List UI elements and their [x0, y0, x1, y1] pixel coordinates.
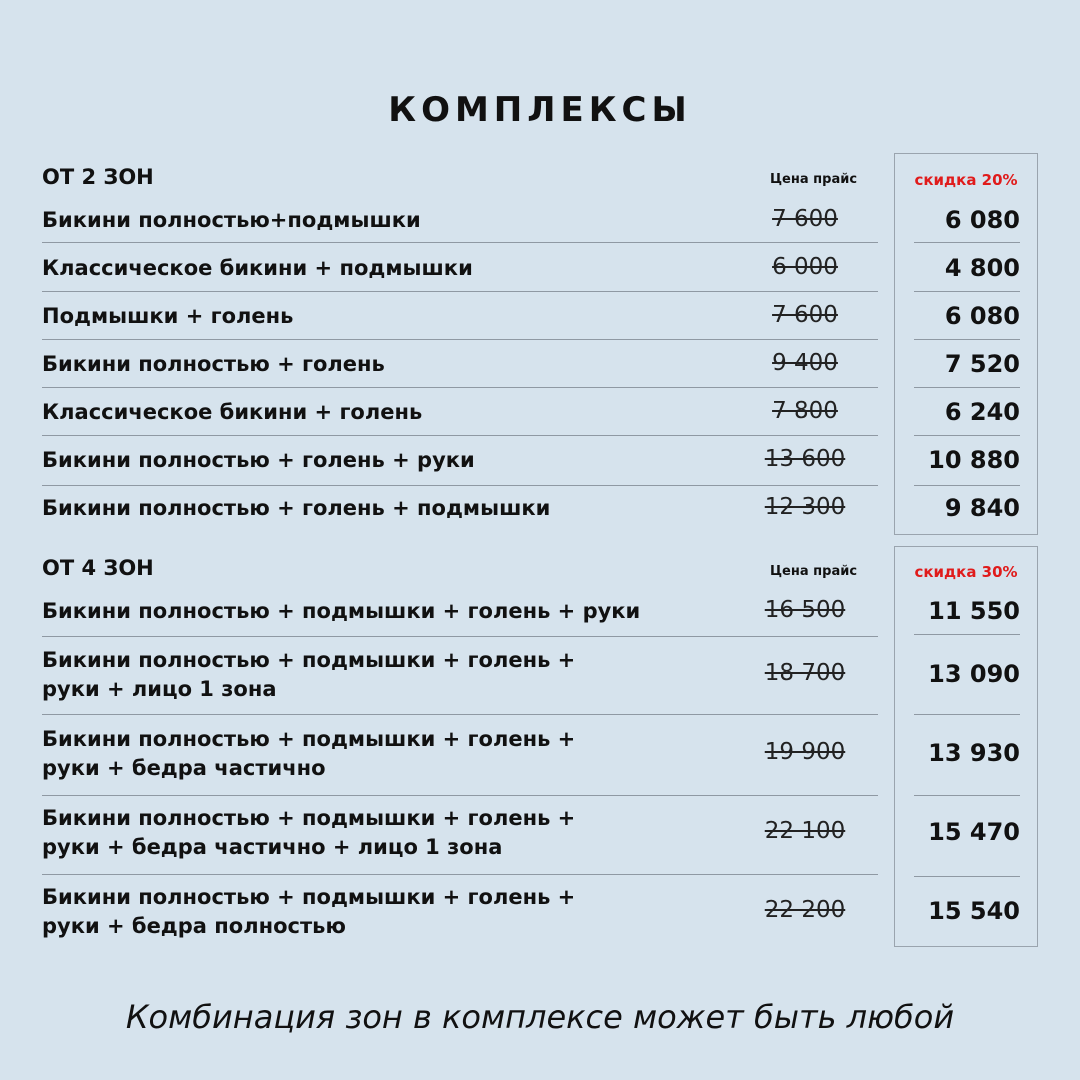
old-price: 12 300 [764, 494, 846, 520]
item-name: Бикини полностью + голень + руки [42, 448, 475, 472]
item-name: Классическое бикини + подмышки [42, 256, 473, 280]
row-divider [42, 242, 878, 243]
item-name [42, 646, 662, 704]
old-price: 7 800 [772, 398, 838, 424]
item-name-line: Бикини полностью + подмышки + голень + [42, 885, 576, 909]
row-divider [914, 339, 1020, 340]
row-divider [42, 714, 878, 715]
old-price: 22 100 [764, 818, 846, 844]
new-price: 11 550 [928, 597, 1020, 625]
old-price: 16 500 [764, 597, 846, 623]
old-price: 22 200 [764, 897, 846, 923]
item-name [42, 725, 662, 783]
row-divider [914, 387, 1020, 388]
section-heading: ОТ 2 ЗОН [42, 165, 154, 189]
row-divider [914, 435, 1020, 436]
row-divider [42, 387, 878, 388]
row-divider [914, 634, 1020, 635]
old-price: 18 700 [764, 660, 846, 686]
new-price: 13 930 [928, 739, 1020, 767]
row-divider [42, 874, 878, 875]
item-name: Классическое бикини + голень [42, 400, 423, 424]
old-price: 7 600 [772, 302, 838, 328]
row-divider [914, 876, 1020, 877]
new-price: 10 880 [928, 446, 1020, 474]
item-name-line: Бикини полностью + подмышки + голень + [42, 727, 576, 751]
footer-note: Комбинация зон в комплексе может быть любой [125, 998, 955, 1036]
item-name: Бикини полностью + голень [42, 352, 385, 376]
item-name-line: руки + бедра частично [42, 756, 326, 780]
new-price: 4 800 [944, 254, 1020, 282]
new-price: 15 540 [928, 897, 1020, 925]
new-price: 7 520 [944, 350, 1020, 378]
row-divider [914, 485, 1020, 486]
item-name [42, 883, 662, 941]
row-divider [914, 714, 1020, 715]
row-divider [914, 291, 1020, 292]
new-price: 9 840 [944, 494, 1020, 522]
item-name: Бикини полностью + подмышки + голень + руки [42, 599, 641, 623]
row-divider [42, 636, 878, 637]
row-divider [914, 242, 1020, 243]
item-name-line: руки + бедра полностью [42, 914, 346, 938]
item-name [42, 804, 662, 862]
old-price: 7 600 [772, 206, 838, 232]
discount-column-header: скидка 20% [914, 171, 1018, 189]
old-price: 6 000 [772, 254, 838, 280]
row-divider [42, 485, 878, 486]
item-name: Бикини полностью + голень + подмышки [42, 496, 551, 520]
item-name: Подмышки + голень [42, 304, 294, 328]
old-price: 13 600 [764, 446, 846, 472]
row-divider [914, 795, 1020, 796]
new-price: 13 090 [928, 660, 1020, 688]
section-heading: ОТ 4 ЗОН [42, 556, 154, 580]
discount-column-header: скидка 30% [914, 563, 1018, 581]
row-divider [42, 291, 878, 292]
row-divider [42, 435, 878, 436]
new-price: 6 080 [944, 302, 1020, 330]
item-name-line: руки + лицо 1 зона [42, 677, 277, 701]
new-price: 15 470 [928, 818, 1020, 846]
item-name-line: руки + бедра частично + лицо 1 зона [42, 835, 503, 859]
row-divider [42, 795, 878, 796]
item-name: Бикини полностью+подмышки [42, 208, 421, 232]
item-name-line: Бикини полностью + подмышки + голень + [42, 806, 576, 830]
new-price: 6 080 [944, 206, 1020, 234]
old-price: 19 900 [764, 739, 846, 765]
new-price: 6 240 [944, 398, 1020, 426]
item-name-line: Бикини полностью + подмышки + голень + [42, 648, 576, 672]
row-divider [42, 339, 878, 340]
price-column-header: Цена прайс [770, 172, 858, 187]
price-column-header: Цена прайс [770, 564, 858, 579]
old-price: 9 400 [772, 350, 838, 376]
page-title: КОМПЛЕКСЫ [388, 90, 692, 130]
